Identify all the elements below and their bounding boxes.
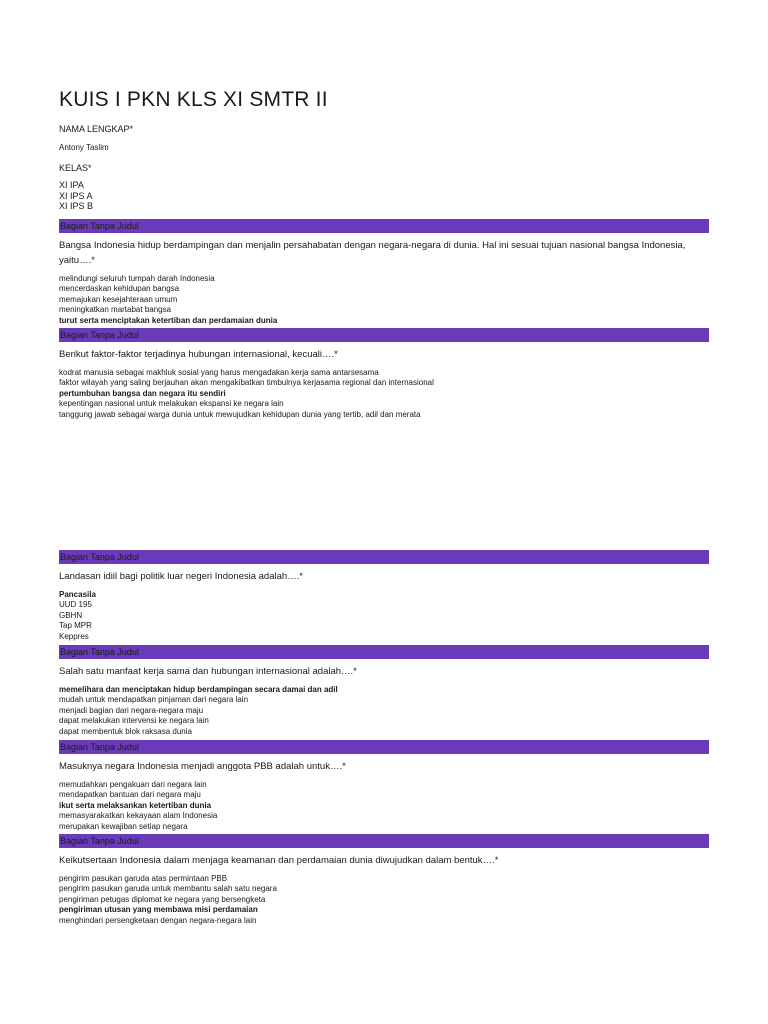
question-section-3 xyxy=(59,550,709,642)
answer-options xyxy=(59,368,709,420)
question-text: Bangsa Indonesia hidup berdampingan dan menjalin persahabatan dengan negara-negara di dunia. Hal ini sesuai tujuan nasional bangsa Indonesia, yaitu….* xyxy=(59,240,686,266)
question-text: Landasan idiil bagi politik luar negeri Indonesia adalah….* xyxy=(59,571,303,582)
answer-option[interactable]: meningkatkan martabat bangsa xyxy=(59,305,172,315)
answer-options xyxy=(59,780,709,832)
question-text: Masuknya negara Indonesia menjadi anggota PBB adalah untuk….* xyxy=(59,761,346,772)
answer-option[interactable]: memajukan kesejahteraan umum xyxy=(59,294,178,304)
section-header-bar: Bagian Tanpa Judul xyxy=(59,645,709,659)
question-text: Salah satu manfaat kerja sama dan hubungan internasional adalah….* xyxy=(59,666,357,677)
answer-option[interactable]: mendapatkan bantuan dari negara maju xyxy=(59,790,201,800)
answer-option[interactable]: dapat melakukan intervensi ke negara lain xyxy=(59,716,209,726)
answer-options xyxy=(59,590,709,642)
answer-option[interactable]: pertumbuhan bangsa dan negara itu sendiri xyxy=(59,388,226,398)
answer-option[interactable]: Tap MPR xyxy=(59,621,92,631)
answer-options xyxy=(59,274,709,326)
answer-option[interactable]: memelihara dan menciptakan hidup berdampingan secara damai dan adil xyxy=(59,685,338,694)
answer-option[interactable]: tanggung jawab sebagai warga dunia untuk mewujudkan kehidupan dunia yang tertib, adil dan merata xyxy=(59,409,421,419)
answer-option[interactable]: memudahkan pengakuan dari negara lain xyxy=(59,780,207,789)
answer-option[interactable]: kepentingan nasional untuk melakukan ekspansi ke negara lain xyxy=(59,399,284,409)
kelas-options xyxy=(59,180,93,212)
section-header-bar: Bagian Tanpa Judul xyxy=(59,740,709,754)
answer-option[interactable]: kodrat manusia sebagai makhluk sosial yang harus mengadakan kerja sama antarsesama xyxy=(59,368,379,377)
answer-option[interactable]: melindungi seluruh tumpah darah Indonesia xyxy=(59,274,215,283)
answer-option[interactable]: pengirim pasukan garuda atas permintaan PBB xyxy=(59,874,228,883)
question-section-5 xyxy=(59,740,709,832)
answer-option[interactable]: mudah untuk mendapatkan pinjaman dari negara lain xyxy=(59,695,249,705)
section-header-bar: Bagian Tanpa Judul xyxy=(59,834,709,848)
section-header-bar: Bagian Tanpa Judul xyxy=(59,219,709,233)
answer-options xyxy=(59,874,709,926)
answer-option[interactable]: Keppres xyxy=(59,631,89,641)
question-text: Berikut faktor-faktor terjadinya hubungan internasional, kecuali….* xyxy=(59,349,338,360)
answer-option[interactable]: turut serta menciptakan ketertiban dan perdamaian dunia xyxy=(59,315,278,325)
answer-option[interactable]: ikut serta melaksankan ketertiban dunia xyxy=(59,800,212,810)
answer-option[interactable]: memasyarakatkan kekayaan alam Indonesia xyxy=(59,811,218,821)
answer-options xyxy=(59,685,709,737)
question-section-2 xyxy=(59,328,709,420)
answer-option[interactable]: UUD 195 xyxy=(59,600,92,610)
answer-option[interactable]: pengiriman utusan yang membawa misi perdamaian xyxy=(59,905,258,915)
section-header-bar: Bagian Tanpa Judul xyxy=(59,550,709,564)
kelas-option[interactable]: XI IPA xyxy=(59,180,84,190)
answer-option[interactable]: faktor wilayah yang saling berjauhan akan mengakibatkan timbulnya kerjasama regional dan internasional xyxy=(59,378,434,388)
name-field-label: NAMA LENGKAP* xyxy=(59,124,134,134)
kelas-option[interactable]: XI IPS A xyxy=(59,190,93,201)
answer-option[interactable]: Pancasila xyxy=(59,590,96,599)
question-section-6 xyxy=(59,834,709,926)
answer-option[interactable]: merupakan kewajiban setiap negara xyxy=(59,821,188,831)
page-title: KUIS I PKN KLS XI SMTR II xyxy=(59,88,328,111)
kelas-option[interactable]: XI IPS B xyxy=(59,201,94,211)
answer-option[interactable]: menghindari persengketaan dengan negara-negara lain xyxy=(59,915,257,925)
kelas-field-label: KELAS* xyxy=(59,163,92,173)
question-section-4 xyxy=(59,645,709,737)
answer-option[interactable]: menjadi bagian dari negara-negara maju xyxy=(59,705,204,715)
name-field-value: Antony Taslim xyxy=(59,143,109,152)
section-header-bar: Bagian Tanpa Judul xyxy=(59,328,709,342)
answer-option[interactable]: pengirim pasukan garuda untuk membantu salah satu negara xyxy=(59,884,277,894)
answer-option[interactable]: mencerdaskan kehidupan bangsa xyxy=(59,284,180,294)
answer-option[interactable]: dapat membentuk blok raksasa dunia xyxy=(59,726,192,736)
answer-option[interactable]: pengiriman petugas diplomat ke negara yang bersengketa xyxy=(59,894,266,904)
question-text: Keikutsertaan Indonesia dalam menjaga keamanan dan perdamaian dunia diwujudkan dalam bentuk….* xyxy=(59,855,499,866)
answer-option[interactable]: GBHN xyxy=(59,610,83,620)
question-section-1 xyxy=(59,219,709,326)
